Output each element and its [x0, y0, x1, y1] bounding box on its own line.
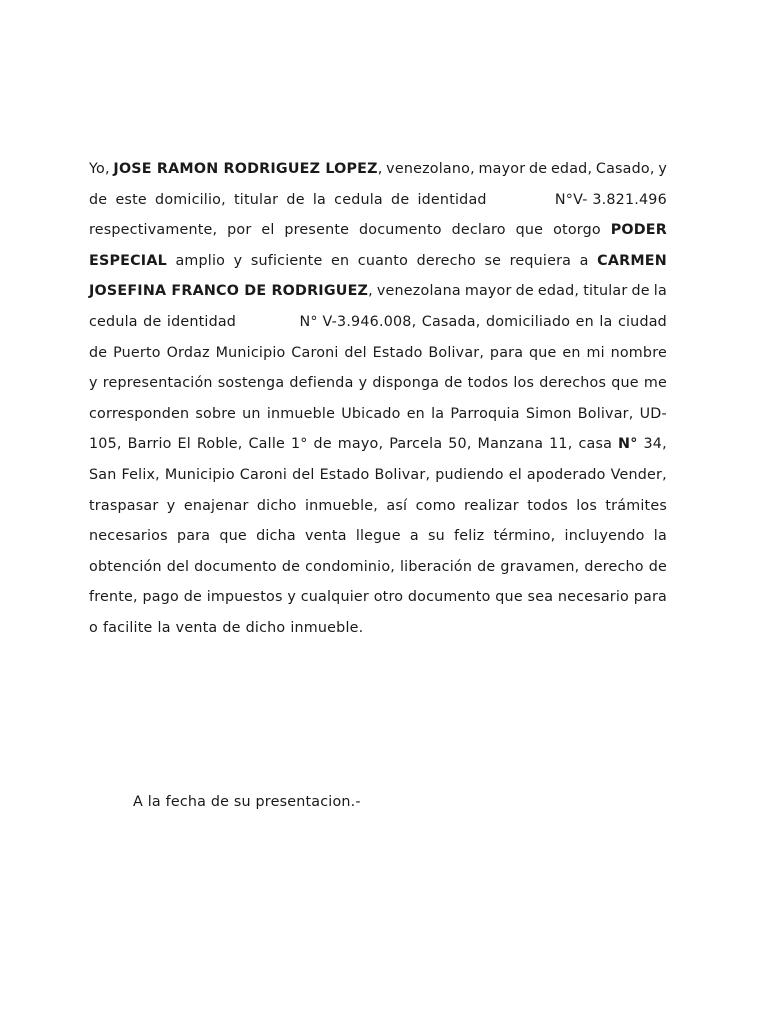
word: sostenga [217, 375, 285, 392]
word: Simon [525, 405, 572, 422]
document-line [89, 154, 667, 185]
word: de [89, 191, 108, 208]
word: en [575, 313, 594, 330]
document-line [89, 185, 667, 216]
word: todos [467, 375, 509, 392]
word: presente [284, 222, 350, 239]
word: derechos [539, 375, 607, 392]
word: dicho [256, 497, 297, 514]
word: ciudad [617, 313, 667, 330]
word: la [599, 313, 613, 330]
word: que [495, 589, 523, 606]
word: y [658, 161, 667, 177]
word: la [431, 405, 445, 422]
word: a [579, 252, 589, 269]
word: que [611, 375, 639, 392]
word: este [115, 191, 147, 208]
word: todos [527, 497, 568, 514]
bold-name: JOSEFINA FRANCO DE RODRIGUEZ, [89, 283, 373, 300]
word: disponga [372, 375, 440, 392]
word: declaro [451, 222, 506, 239]
word: venta [175, 619, 218, 636]
word: de [222, 619, 241, 636]
word: de [281, 558, 301, 575]
word: a [409, 528, 419, 545]
word: casa [578, 436, 613, 453]
document-line [89, 368, 667, 399]
document-line [89, 215, 667, 246]
word: la [653, 283, 667, 300]
word: representación [102, 375, 213, 392]
word: respectivamente, [89, 222, 218, 239]
word: Vender, [610, 466, 667, 483]
word: domiciliado [485, 313, 571, 330]
word: domicilio, [155, 191, 226, 208]
word: de [631, 283, 650, 300]
document-line [89, 276, 667, 307]
word: o [89, 619, 98, 636]
word: titular [234, 191, 279, 208]
word: y [89, 375, 98, 392]
word: edad, [537, 283, 580, 300]
word: los [576, 497, 597, 514]
word: 34, [643, 436, 667, 453]
word: N°V- 3.821.496 [554, 191, 667, 208]
word: Roble, [196, 436, 243, 453]
word: cedula [89, 313, 138, 330]
word: de [477, 558, 496, 575]
word: gravamen, [500, 558, 580, 575]
word: un [242, 405, 261, 422]
word: y [358, 375, 368, 392]
word: su [427, 528, 445, 545]
word: del [344, 344, 367, 361]
word: documento [359, 222, 442, 239]
word: de [648, 558, 667, 575]
bold-word: N° [618, 436, 638, 453]
word: que [219, 528, 247, 545]
word: de [313, 436, 332, 453]
word: mayo, [337, 436, 384, 453]
word: de [286, 191, 305, 208]
word: llegue [355, 528, 401, 545]
word: sobre [195, 405, 237, 422]
document-line [89, 552, 667, 583]
word: de [444, 375, 463, 392]
word: condominio, [305, 558, 396, 575]
word: Estado [372, 344, 423, 361]
word: sea [527, 589, 554, 606]
word: como [415, 497, 456, 514]
word: Barrio [127, 436, 172, 453]
word: derecho [416, 252, 476, 269]
word: trámites [605, 497, 667, 514]
word: en [330, 252, 350, 269]
word: así [386, 497, 408, 514]
word: dicho [245, 619, 286, 636]
word: feliz [454, 528, 485, 545]
word: nombre [610, 344, 667, 361]
word: y [287, 589, 296, 606]
word: de [143, 313, 162, 330]
word: El [177, 436, 191, 453]
word: Ubicado [341, 405, 401, 422]
word: y [166, 497, 176, 514]
word: dicha [256, 528, 296, 545]
word: pago [142, 589, 179, 606]
word: que [529, 344, 557, 361]
document-line [89, 613, 667, 644]
word: Caroni [291, 344, 339, 361]
word: 50, [448, 436, 472, 453]
word: apoderado [526, 466, 606, 483]
word: necesarios [89, 528, 168, 545]
word: de [391, 191, 410, 208]
word: de [528, 161, 548, 177]
word: el [508, 466, 522, 483]
word: Felix, [121, 466, 160, 483]
word: la [653, 528, 667, 545]
word: realizar [464, 497, 519, 514]
word: 1° [290, 436, 308, 453]
word: por [227, 222, 252, 239]
word: identidad [166, 313, 237, 330]
word: Ordaz [166, 344, 210, 361]
word: otorgo [553, 222, 601, 239]
word: Bolivar, [428, 344, 485, 361]
word: venezolano, [386, 161, 475, 177]
word: suficiente [250, 252, 323, 269]
word: de [515, 283, 534, 300]
word: mayor [464, 283, 512, 300]
word: Municipio [215, 344, 286, 361]
word: facilite [102, 619, 153, 636]
word: Puerto [113, 344, 161, 361]
word: para [176, 528, 211, 545]
word: inmueble. [290, 619, 364, 636]
word: que [515, 222, 544, 239]
word: en [406, 405, 425, 422]
word: los [513, 375, 535, 392]
word: corresponden [89, 405, 190, 422]
word: del [292, 466, 315, 483]
word: necesario [557, 589, 629, 606]
word: venezolana [376, 283, 461, 300]
word: inmueble [266, 405, 336, 422]
word: identidad [417, 191, 487, 208]
word: pudiendo [435, 466, 504, 483]
word: frente, [89, 589, 138, 606]
word: del [166, 558, 190, 575]
word: Parcela [389, 436, 443, 453]
word: Parroquia [450, 405, 520, 422]
word: incluyendo [564, 528, 645, 545]
word: obtención [89, 558, 162, 575]
document-line [89, 246, 667, 277]
bold-word: ESPECIAL [89, 252, 167, 269]
word: el [261, 222, 275, 239]
word: UD- [639, 405, 667, 422]
word: cuanto [357, 252, 409, 269]
word: Casado, [595, 161, 655, 177]
document-line [89, 429, 667, 460]
closing-line: A la fecha de su presentacion.- [133, 794, 361, 810]
word: documento [194, 558, 277, 575]
document-line [89, 307, 667, 338]
word: me [643, 375, 667, 392]
document-line [89, 399, 667, 430]
word: impuestos [206, 589, 283, 606]
word: Manzana [477, 436, 544, 453]
word: para [489, 344, 524, 361]
word: 105, [89, 436, 122, 453]
word: mayor [478, 161, 526, 177]
word: San [89, 466, 117, 483]
word: edad, [550, 161, 593, 177]
word: término, [493, 528, 556, 545]
document-line [89, 491, 667, 522]
document-line [89, 582, 667, 613]
word: de [183, 589, 202, 606]
word: la [157, 619, 171, 636]
word: derecho [584, 558, 644, 575]
word: inmueble, [305, 497, 379, 514]
word: en [562, 344, 581, 361]
word: Caroni [239, 466, 288, 483]
document-line [89, 338, 667, 369]
word: Bolivar, [577, 405, 634, 422]
word: requiera [509, 252, 572, 269]
document-body [89, 154, 667, 644]
word: Yo, [89, 161, 110, 177]
word: otro [373, 589, 404, 606]
word: 11, [549, 436, 573, 453]
document-line [89, 521, 667, 552]
word: N° V-3.946.008, [299, 313, 417, 330]
word: liberación [400, 558, 473, 575]
word: Casada, [421, 313, 481, 330]
word: Bolivar, [374, 466, 431, 483]
word: se [484, 252, 502, 269]
word: documento [407, 589, 491, 606]
word: titular [583, 283, 628, 300]
bold-word: PODER [610, 222, 667, 239]
word: Estado [319, 466, 370, 483]
word: Calle [248, 436, 285, 453]
word: enajenar [183, 497, 249, 514]
word: cedula [334, 191, 383, 208]
word: defienda [289, 375, 354, 392]
word: de [89, 344, 108, 361]
word: la [312, 191, 326, 208]
word: venta [304, 528, 347, 545]
word: amplio [175, 252, 226, 269]
word: para [633, 589, 667, 606]
word: cualquier [300, 589, 369, 606]
bold-name: JOSE RAMON RODRIGUEZ LOPEZ, [113, 161, 383, 177]
bold-word: CARMEN [597, 252, 667, 269]
document-line [89, 460, 667, 491]
word: y [233, 252, 243, 269]
word: mi [586, 344, 605, 361]
word: Municipio [164, 466, 235, 483]
word: traspasar [89, 497, 159, 514]
